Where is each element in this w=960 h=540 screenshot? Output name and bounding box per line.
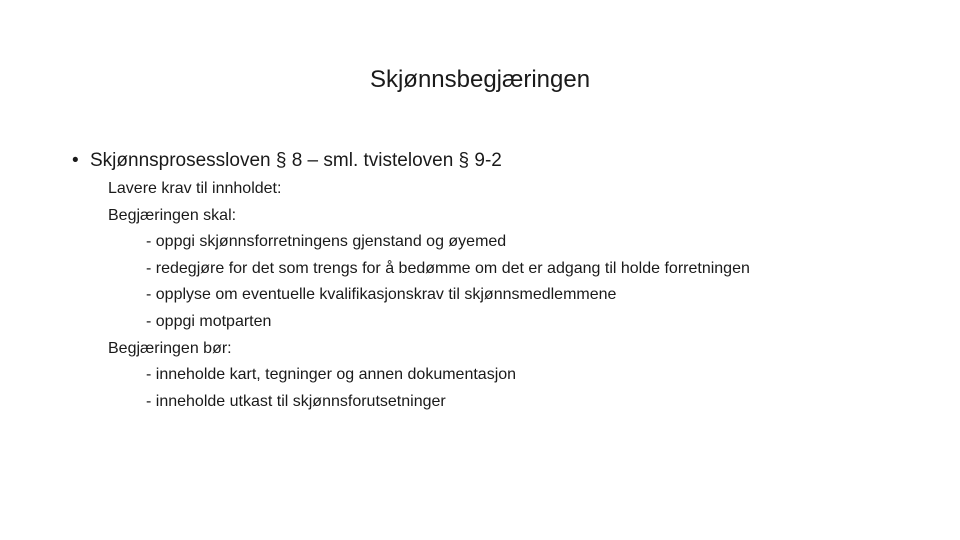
body-line-must-item: - redegjøre for det som trengs for å bedømme om det er adgang til holde forretningen [146,259,750,277]
body-line-should-item: - inneholde utkast til skjønnsforutsetninger [146,392,446,410]
body-line-should-item: - inneholde kart, tegninger og annen dokumentasjon [146,366,517,384]
bullet-item [72,146,502,176]
body-line-requirements-intro: Lavere krav til innholdet: [108,180,282,197]
bullet-marker: • [72,150,79,171]
body-line-must-heading: Begjæringen skal: [108,206,237,224]
slide-title: Skjønnsbegjæringen [369,66,591,93]
body-line-should-heading: Begjæringen bør: [108,339,232,357]
body-line-must-item: - oppgi motparten [146,312,272,330]
body-line-must-item: - opplyse om eventuelle kvalifikasjonskrav til skjønnsmedlemmene [146,286,617,304]
bullet-text: Skjønnsprosessloven § 8 – sml. tvisteloven § 9-2 [90,150,502,171]
body-line-must-item: - oppgi skjønnsforretningens gjenstand og øyemed [146,233,507,251]
body-text [108,176,750,415]
